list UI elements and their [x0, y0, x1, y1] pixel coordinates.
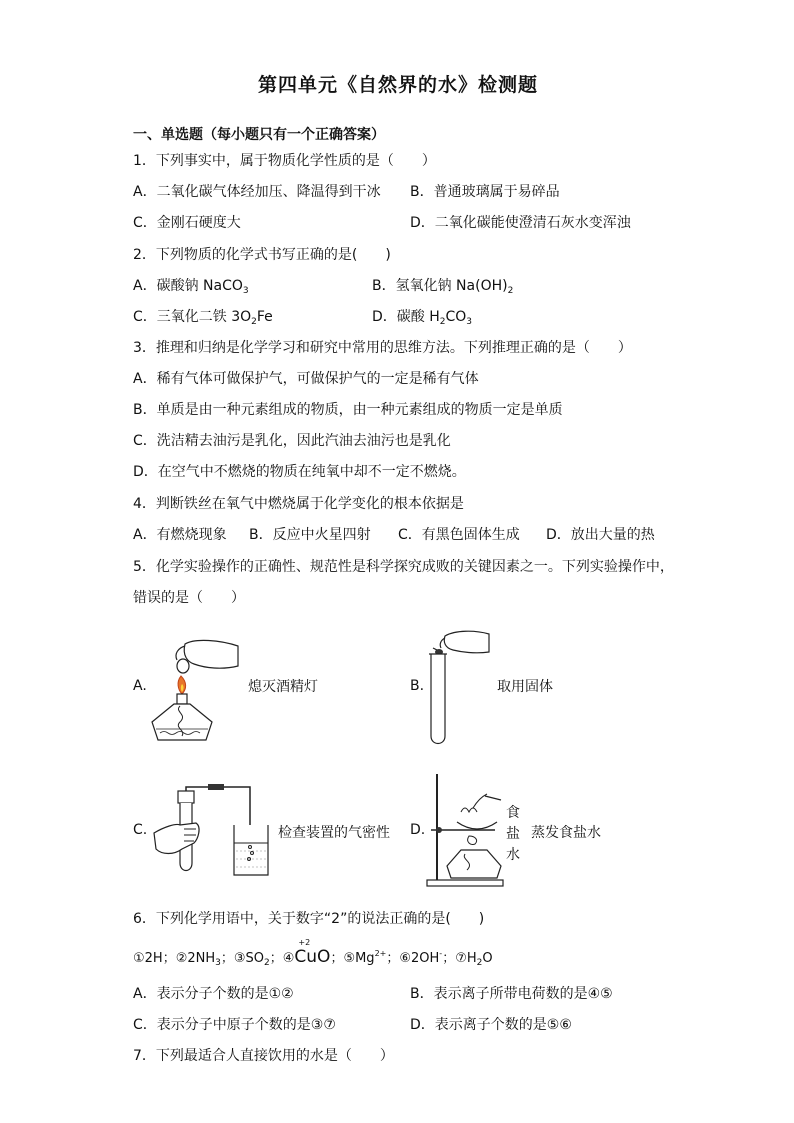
q7-stem: 7．下列最适合人直接饮用的水是（ ）	[133, 1048, 394, 1064]
q1-option-c: C．金刚石硬度大	[133, 215, 241, 231]
section-heading: 一、单选题（每小题只有一个正确答案）	[133, 127, 385, 143]
q5-stem-line1: 5．化学实验操作的正确性、规范性是科学探究成败的关键因素之一。下列实验操作中，	[133, 559, 674, 575]
q2-option-c: C．三氧化二铁 $3O_2Fe$	[133, 309, 273, 327]
q5-label-d: 蒸发食盐水	[531, 825, 601, 841]
test-tube-solid-figure	[425, 628, 495, 746]
alcohol-lamp-extinguish-figure	[150, 634, 240, 744]
q6-option-b: B．表示离子所带电荷数的是④⑤	[410, 986, 613, 1002]
q4-option-b: B．反应中火星四射	[249, 527, 371, 543]
q1-option-b: B．普通玻璃属于易碎品	[410, 184, 560, 200]
q2-option-a: A．碳酸钠 NaCO$_3$	[133, 278, 249, 296]
q5-letter-b: B.	[410, 678, 425, 694]
q3-option-a: A．稀有气体可做保护气，可做保护气的一定是稀有气体	[133, 371, 479, 387]
cuo-formula: +2 CuO	[294, 938, 331, 967]
q5-label-a: 熄灭酒精灯	[248, 679, 318, 695]
q4-stem: 4．判断铁丝在氧气中燃烧属于化学变化的根本依据是	[133, 496, 464, 512]
q5-letter-c: C.	[133, 822, 148, 838]
q5-label-b: 取用固体	[497, 679, 553, 695]
q3-option-d: D．在空气中不燃烧的物质在纯氧中却不一定不燃烧。	[133, 464, 466, 480]
q3-option-c: C．洗洁精去油污是乳化，因此汽油去油污也是乳化	[133, 433, 451, 449]
q2-option-d: D．碳酸 $H_2CO_3$	[372, 309, 473, 327]
q2-stem: 2．下列物质的化学式书写正确的是( )	[133, 247, 391, 263]
q6-stem: 6．下列化学用语中，关于数字“2”的说法正确的是( )	[133, 911, 485, 927]
q5-label-d-side: 食 盐 水	[506, 805, 520, 863]
q4-option-a: A．有燃烧现象	[133, 527, 227, 543]
q5-letter-d: D.	[410, 822, 426, 838]
airtightness-check-figure	[150, 783, 275, 878]
q2-option-b: B．氢氧化钠 $Na(OH)_2$	[372, 278, 514, 296]
q3-option-b: B．单质是由一种元素组成的物质，由一种元素组成的物质一定是单质	[133, 402, 563, 418]
q5-stem-line2: 错误的是（ ）	[133, 590, 245, 606]
q3-stem: 3．推理和归纳是化学学习和研究中常用的思维方法。下列推理正确的是（ ）	[133, 340, 632, 356]
q6-option-a: A．表示分子个数的是①②	[133, 986, 294, 1002]
q5-label-c: 检查装置的气密性	[278, 825, 390, 841]
q1-option-a: A．二氧化碳气体经加压、降温得到干冰	[133, 184, 381, 200]
q4-option-d: D．放出大量的热	[546, 527, 655, 543]
q1-stem: 1．下列事实中，属于物质化学性质的是（ ）	[133, 153, 436, 169]
q6-symbol-list: ①2H；$②2NH_3$；$③SO_2$；④ +2 CuO；$⑤Mg^{2+}$；⑥2OH-；$⑦H_2O$	[133, 938, 493, 968]
q6-option-c: C．表示分子中原子个数的是③⑦	[133, 1017, 336, 1033]
q5-letter-a: A.	[133, 678, 147, 694]
q4-option-c: C．有黑色固体生成	[398, 527, 520, 543]
q1-option-d: D．二氧化碳能使澄清石灰水变浑浊	[410, 215, 631, 231]
evaporation-figure	[425, 770, 505, 888]
page-title: 第四单元《自然界的水》检测题	[258, 74, 539, 96]
q6-option-d: D．表示离子个数的是⑤⑥	[410, 1017, 572, 1033]
